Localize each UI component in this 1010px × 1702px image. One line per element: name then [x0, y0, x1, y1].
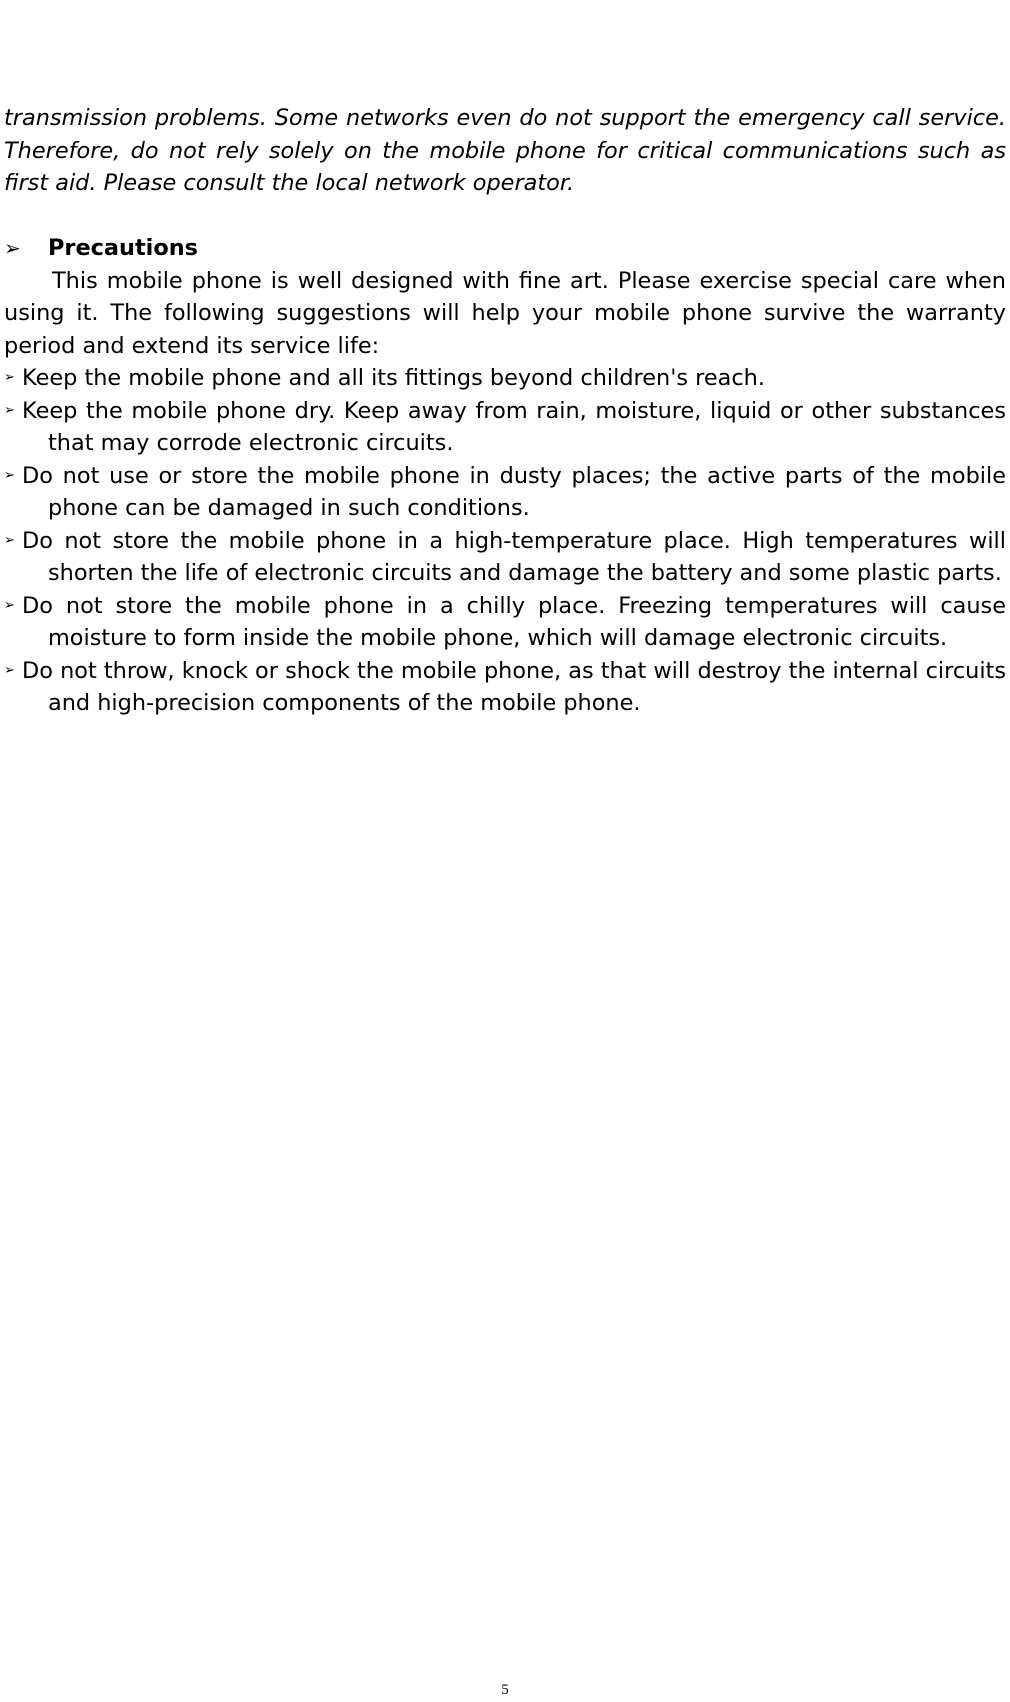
section-title: Precautions [48, 235, 198, 261]
list-item [4, 525, 1006, 590]
section-heading [4, 232, 1006, 265]
list-item [4, 655, 1006, 720]
list-item-text: Keep the mobile phone and all its fittings beyond children's reach. [22, 365, 765, 391]
list-item-text: Keep the mobile phone dry. Keep away from rain, moisture, liquid or other substances that may corrode electronic circuits. [22, 397, 1006, 456]
list-item [4, 362, 1006, 395]
arrow-bullet-icon: ➢ [4, 402, 15, 418]
list-item [4, 460, 1006, 525]
arrow-bullet-icon: ➢ [4, 236, 21, 260]
list-item-text: Do not use or store the mobile phone in dusty places; the active parts of the mobile phone can be damaged in such conditions. [22, 462, 1006, 521]
arrow-bullet-icon: ➢ [4, 370, 15, 385]
precautions-list [4, 362, 1006, 720]
intro-paragraph: transmission problems. Some networks even do not support the emergency call service. Therefore, do not rely solely on the mobile phone for critical communications such as first aid. Please consult the local network operator. [4, 105, 1006, 196]
arrow-bullet-icon: ➢ [4, 467, 15, 483]
page-number: 5 [501, 1682, 509, 1698]
list-item [4, 395, 1006, 460]
section-intro: This mobile phone is well designed with fine art. Please exercise special care when using it. The following suggestions will help your mobile phone survive the warranty period and extend its service life: [4, 267, 1006, 359]
list-item-text: Do not store the mobile phone in a high-temperature place. High temperatures will shorten the life of electronic circuits and damage the battery and some plastic parts. [22, 527, 1006, 586]
document-page [4, 102, 1006, 720]
arrow-bullet-icon: ➢ [4, 532, 15, 548]
list-item-text: Do not throw, knock or shock the mobile phone, as that will destroy the internal circuits and high-precision components of the mobile phone. [22, 657, 1006, 716]
list-item [4, 590, 1006, 655]
list-item-text: Do not store the mobile phone in a chilly place. Freezing temperatures will cause moisture to form inside the mobile phone, which will damage electronic circuits. [22, 592, 1006, 651]
arrow-bullet-icon: ➢ [4, 662, 15, 678]
arrow-bullet-icon: ➢ [4, 597, 15, 613]
